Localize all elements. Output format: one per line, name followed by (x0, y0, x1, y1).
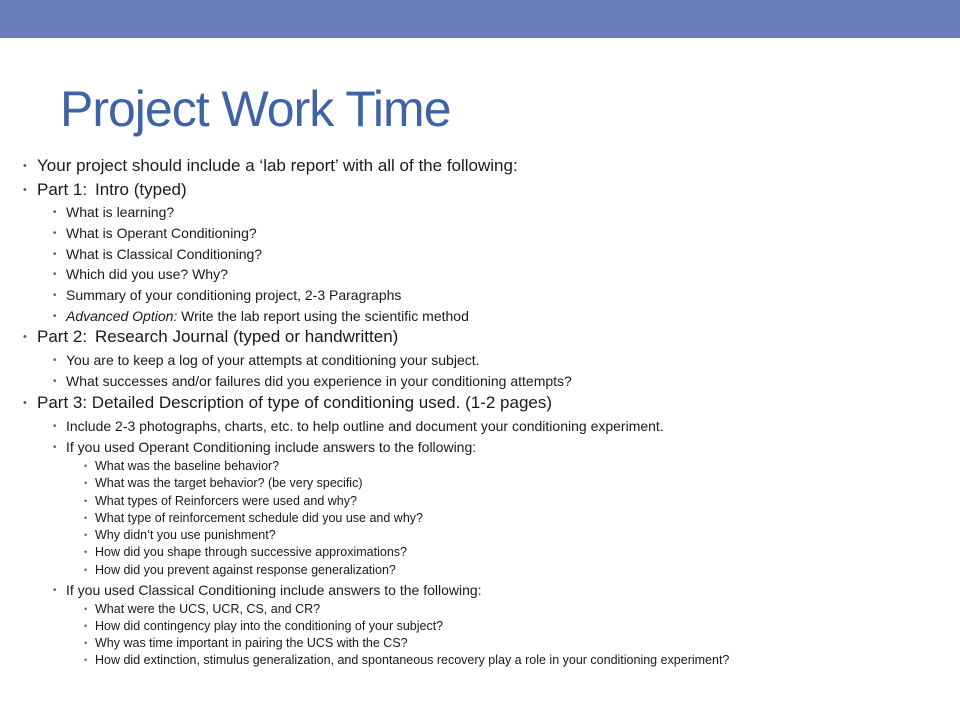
bullet-dot-icon: • (84, 565, 88, 575)
list-item (23, 393, 553, 413)
bullet-dot-icon: • (23, 160, 27, 172)
bullet-dot-icon: • (53, 311, 57, 322)
list-item-text: What successes and/or failures did you experience in your conditioning attempts? (66, 373, 572, 389)
bullet-dot-icon: • (53, 228, 57, 239)
bullet-dot-icon: • (53, 269, 57, 280)
list-item (84, 511, 423, 526)
part-label: Part 1: (37, 180, 88, 199)
list-item (53, 418, 664, 435)
list-item (53, 266, 228, 283)
list-item (84, 636, 408, 651)
list-item-text: What was the baseline behavior? (95, 459, 280, 473)
part-label: Part 2: (37, 327, 88, 346)
bullet-dot-icon: • (23, 331, 27, 343)
bullet-dot-icon: • (84, 621, 88, 631)
advanced-option-label: Advanced Option: (66, 308, 178, 324)
list-item-text: What is Classical Conditioning? (66, 246, 263, 262)
list-item (84, 476, 363, 491)
list-item-text: Which did you use? Why? (66, 266, 228, 282)
bullet-dot-icon: • (53, 376, 57, 387)
list-item-text: Research Journal (typed or handwritten) (95, 327, 399, 346)
list-item-text: What was the target behavior? (be very specific) (95, 476, 363, 490)
list-item-text: If you used Operant Conditioning include answers to the following: (66, 439, 477, 455)
bullet-dot-icon: • (53, 290, 57, 301)
list-item (53, 246, 263, 263)
bullet-dot-icon: • (84, 655, 88, 665)
list-item-text: You are to keep a log of your attempts at conditioning your subject. (66, 352, 480, 368)
list-item (53, 225, 257, 242)
list-item-text: Your project should include a ‘lab report’ with all of the following: (37, 156, 518, 175)
bullet-dot-icon: • (84, 547, 88, 557)
bullet-dot-icon: • (53, 421, 57, 432)
bullet-dot-icon: • (84, 513, 88, 523)
list-item (53, 439, 477, 456)
list-item-text: Intro (typed) (95, 180, 187, 199)
list-item (23, 327, 399, 347)
list-item-text: Part 3: Detailed Description of type of conditioning used. (1-2 pages) (37, 393, 553, 412)
list-item-text: Summary of your conditioning project, 2-3 Paragraphs (66, 287, 402, 303)
bullet-dot-icon: • (53, 442, 57, 453)
list-item-text: What types of Reinforcers were used and why? (95, 494, 357, 508)
list-item (53, 204, 175, 221)
list-item-text: If you used Classical Conditioning include answers to the following: (66, 582, 482, 598)
list-item (84, 653, 730, 668)
list-item-text: Include 2-3 photographs, charts, etc. to help outline and document your conditioning experiment. (66, 418, 664, 434)
list-item-text: What type of reinforcement schedule did you use and why? (95, 511, 423, 525)
bullet-dot-icon: • (84, 638, 88, 648)
list-item-text: What is learning? (66, 204, 175, 220)
list-item-text: What is Operant Conditioning? (66, 225, 257, 241)
top-color-band (0, 0, 960, 38)
slide-title: Project Work Time (60, 81, 451, 137)
bullet-dot-icon: • (84, 496, 88, 506)
list-item (53, 582, 482, 599)
list-item-text: How did you prevent against response generalization? (95, 563, 396, 577)
list-item (84, 545, 407, 560)
list-item-text: How did extinction, stimulus generalization, and spontaneous recovery play a role in your conditioning experiment? (95, 653, 730, 667)
bullet-dot-icon: • (23, 397, 27, 409)
bullet-dot-icon: • (84, 604, 88, 614)
list-item-text: How did you shape through successive approximations? (95, 545, 407, 559)
list-item (84, 528, 276, 543)
bullet-dot-icon: • (23, 184, 27, 196)
list-item-text: Write the lab report using the scientific method (177, 308, 469, 324)
list-item (53, 287, 402, 304)
bullet-dot-icon: • (84, 461, 88, 471)
list-item (84, 563, 396, 578)
bullet-dot-icon: • (84, 530, 88, 540)
list-item (84, 494, 357, 509)
list-item (84, 459, 280, 474)
bullet-dot-icon: • (53, 585, 57, 596)
list-item (84, 602, 321, 617)
list-item (53, 352, 480, 369)
bullet-dot-icon: • (53, 355, 57, 366)
list-item (84, 619, 444, 634)
list-item-text: What were the UCS, UCR, CS, and CR? (95, 602, 321, 616)
list-item (53, 308, 469, 325)
list-item-text: How did contingency play into the conditioning of your subject? (95, 619, 444, 633)
list-item (53, 373, 572, 390)
bullet-dot-icon: • (53, 207, 57, 218)
list-item-text: Why was time important in pairing the UCS with the CS? (95, 636, 408, 650)
list-item (23, 156, 518, 176)
bullet-dot-icon: • (84, 478, 88, 488)
bullet-dot-icon: • (53, 249, 57, 260)
list-item-text: Why didn’t you use punishment? (95, 528, 276, 542)
list-item (23, 180, 187, 200)
